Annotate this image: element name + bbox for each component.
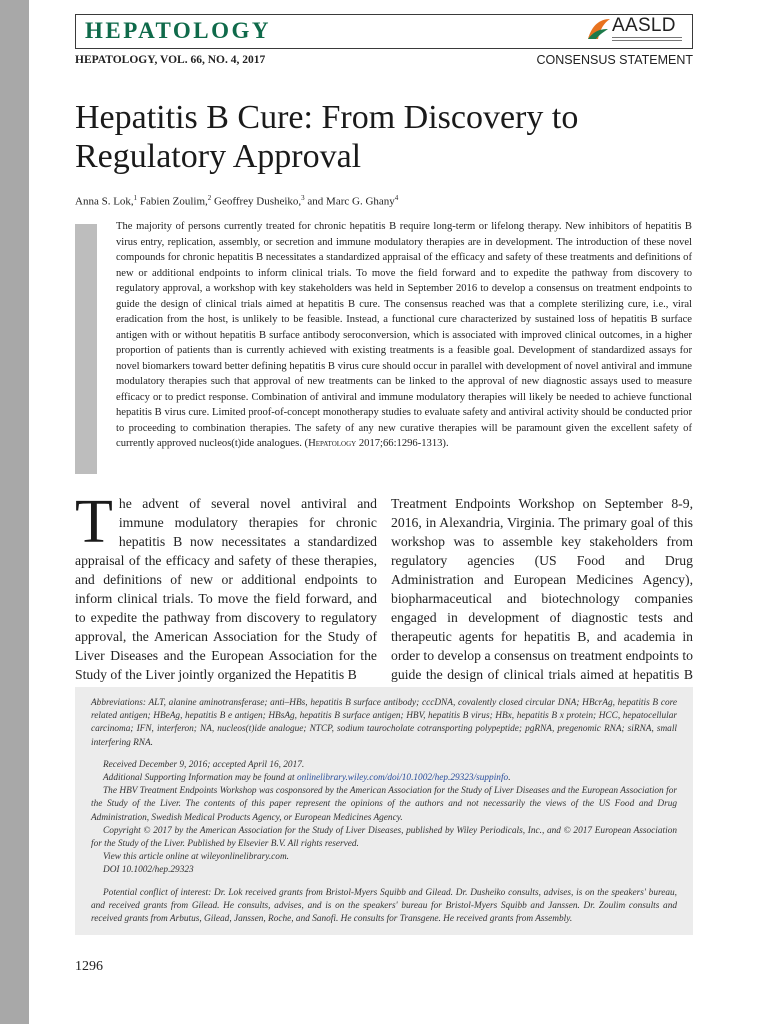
aasld-logo-text: AASLD xyxy=(612,15,676,36)
supporting-info-link[interactable]: onlinelibrary.wiley.com/doi/10.1002/hep.29323/suppinfo xyxy=(296,773,509,784)
abstract-citation-journal: Hepatology xyxy=(308,438,357,449)
footnote-box xyxy=(75,687,693,935)
copyright-note: Copyright © 2017 by the American Association for the Study of Liver Diseases, published by Wiley Periodicals, Inc., and © 2017 European Association for the Study of the Liver. Published by Elsevier B.V. All rights reserved. xyxy=(91,825,677,850)
author-name: and Marc G. Ghany xyxy=(304,195,395,208)
article-type: CONSENSUS STATEMENT xyxy=(536,53,693,67)
supporting-info-suffix: . xyxy=(508,773,511,784)
view-online-note: View this article online at wileyonlinelibrary.com. xyxy=(103,852,289,863)
aasld-leaf-icon xyxy=(586,17,612,41)
aasld-logo xyxy=(586,16,684,47)
journal-citation: HEPATOLOGY, VOL. 66, NO. 4, 2017 xyxy=(75,54,266,66)
intro-text-left: he advent of several novel antiviral and immune modulatory therapies for chronic hepatitis B now necessitates a standardized appraisal of the efficacy and safety of these therapies, and definitions of new or additional endpoints to inform clinical trials. To move the field forward, and to expedite the pathway from discovery to regulatory approval, the American Association for the Study of Liver Diseases and the European Association for the Study of the Liver jointly organized the Hepatitis B xyxy=(75,496,377,682)
author-name: Fabien Zoulim, xyxy=(137,195,208,208)
abstract-citation: 2017;66:1296-1313). xyxy=(356,438,449,449)
intro-column-left xyxy=(75,488,377,684)
author-name: Geoffrey Dusheiko, xyxy=(211,195,302,208)
supporting-info-text: Additional Supporting Information may be found at xyxy=(103,773,297,784)
supporting-info xyxy=(91,772,677,785)
author-affiliation: 2 xyxy=(207,194,212,202)
author-affiliation: 1 xyxy=(133,194,138,202)
abbreviations: Abbreviations: ALT, alanine aminotransferase; anti–HBs, hepatitis B surface antibody; cccDNA, covalently closed circular DNA; HBcrAg, hepatitis B core related antigen; HBeAg, hepatitis B e antigen; HBsAg, hepatitis B surface antigen; HBV, hepatitis B virus; HBx, hepatitis B x protein; HCC, hepatocellular carcinoma; IFN, interferon; NA, nucleos(t)ide analogue; NTCP, sodium taurocholate cotransporting polypeptide; pgRNA, pregenomic RNA; siRNA, small interfering RNA. xyxy=(91,698,677,748)
abstract-side-bar xyxy=(75,224,97,474)
intro-column-right: Treatment Endpoints Workshop on September 8-9, 2016, in Alexandria, Virginia. The primary goal of this workshop was to assemble key stakeholders from regulatory agencies (US Food and Drug Administration and European Medicines Agency), biopharmaceutical and biotechnology companies engaged in development of diagnostic tests and therapeutic agents for hepatitis B, and academia in order to develop a consensus on treatment endpoints to guide the design of clinical trials aimed at hepatitis B xyxy=(391,496,693,682)
journal-masthead xyxy=(75,14,693,49)
conflict-of-interest: Potential conflict of interest: Dr. Lok received grants from Bristol-Myers Squibb and Gilead. Dr. Dusheiko consults, advises, is on the speakers' bureau, and received grants from Gilead. He consults, advises, and is on the speakers' bureau for Bristol-Myers Squibb and Janssen. Dr. Zoulim consults and received grants from Arbutus, Gilead, Janssen, Roche, and Sanofi. He consults for Transgene. He received grants from Assembly. xyxy=(91,887,677,925)
author-list xyxy=(75,194,398,208)
introduction xyxy=(75,488,693,682)
article-title: Hepatitis B Cure: From Discovery to Regulatory Approval xyxy=(75,99,579,175)
received-date: Received December 9, 2016; accepted April 16, 2017. xyxy=(103,759,305,770)
abstract xyxy=(116,219,692,452)
page-number: 1296 xyxy=(75,959,103,974)
doi: DOI 10.1002/hep.29323 xyxy=(103,865,194,876)
abstract-text: The majority of persons currently treated for chronic hepatitis B require long-term or lifelong therapy. New inhibitors of hepatitis B virus entry, replication, assembly, or secretion and immune modulatory therapies are in development. The introduction of these novel compounds for chronic hepatitis B necessitates a standardized appraisal of the efficacy and safety of these treatments and definitions of new or additional endpoints to inform clinical trials. To move the field forward and to expedite the pathway from discovery to regulatory approval, a workshop with key stakeholders was held in September 2016 to develop a consensus on treatment endpoints to guide the design of clinical trials aimed at hepatitis B cure. The consensus reached was that a complete sterilizing cure, i.e., viral eradication from the host, is unlikely to be feasible. Instead, a functional cure characterized by sustained loss of hepatitis B surface antigen with or without hepatitis B surface antibody seroconversion, which is associated with improved clinical outcomes, in a higher proportion of patients than is currently achieved with existing treatments is a feasible goal. Development of standardized assays for novel biomarkers toward better defining hepatitis B virus cure should occur in parallel with development of novel antiviral and immune modulatory therapies such that approval of new treatments can be linked to the approval of new diagnostic assays used to measure efficacy or to predict response. Combination of antiviral and immune modulatory therapies will likely be needed to achieve functional hepatitis B virus cure. Limited proof-of-concept monotherapy studies to evaluate safety and antiviral activity should be conducted prior to proceeding to combination therapies. The safety of any new curative therapies will be paramount given the excellent safety of currently approved nucleos(t)ide analogues. ( xyxy=(116,221,692,449)
author-affiliation: 4 xyxy=(394,194,399,202)
author-affiliation: 3 xyxy=(301,194,305,202)
left-margin-bar xyxy=(0,0,29,1024)
sponsorship-note: The HBV Treatment Endpoints Workshop was cosponsored by the American Association for the Study of Liver Diseases and the European Association for the Study of the Liver. The contents of this paper represent the opinions of the authors and not necessarily the views of the US Food and Drug Administration, Swedish Medical Products Agency, or European Medicines Agency. xyxy=(91,786,677,823)
drop-cap: T xyxy=(75,488,113,556)
logo-tagline-lines xyxy=(612,37,682,41)
journal-name: HEPATOLOGY xyxy=(85,18,272,43)
author-name: Anna S. Lok, xyxy=(75,195,134,208)
